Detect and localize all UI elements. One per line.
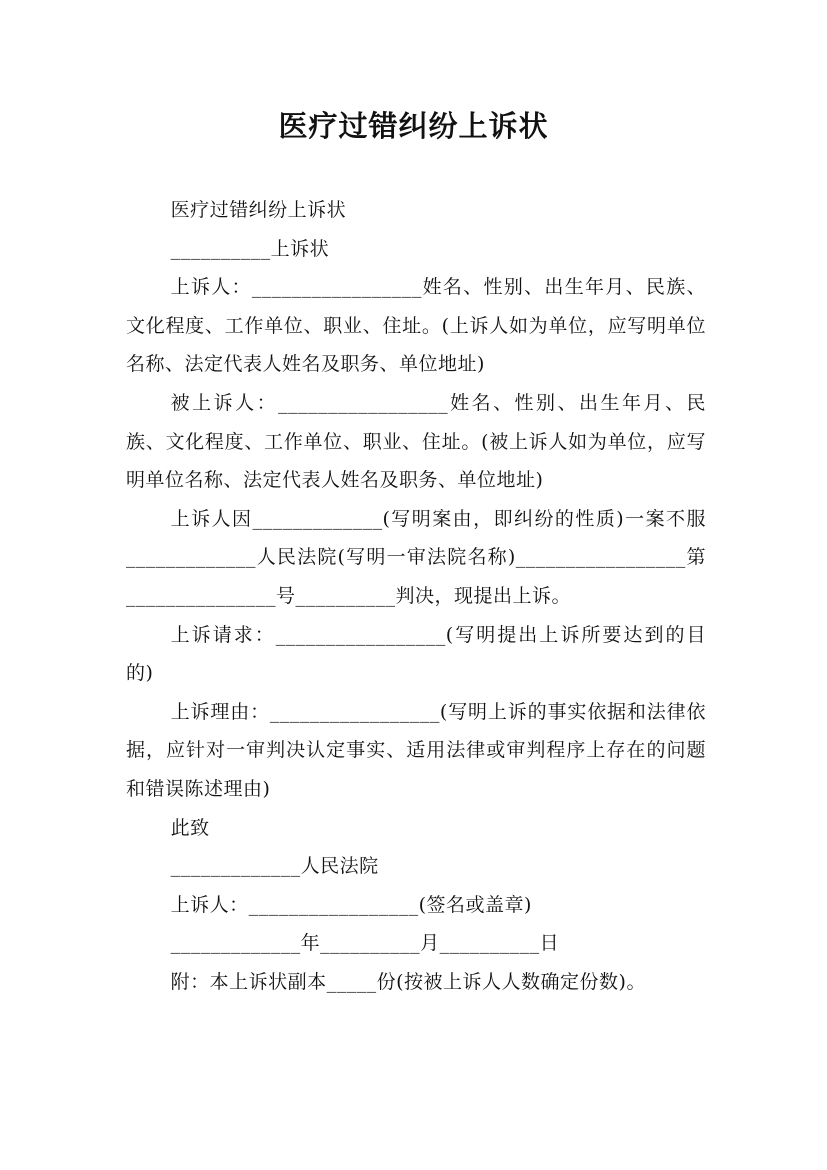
paragraph-appellee: 被上诉人：_________________姓名、性别、出生年月、民族、文化程度、工作单位、职业、住址。(被上诉人如为单位，应写明单位名称、法定代表人姓名及职务、单位地址) (126, 391, 706, 492)
paragraph-signature: 上诉人：_________________(签名或盖章) (170, 893, 532, 916)
document-title: 医疗过错纠纷上诉状 (278, 109, 549, 143)
paragraph-appeal-request: 上诉请求：_________________(写明提出上诉所要达到的目的) (126, 623, 706, 685)
paragraph-salutation: 此致 (170, 816, 210, 839)
paragraph-heading: 医疗过错纠纷上诉状 (170, 199, 347, 221)
paragraph-court-name: _____________人民法院 (170, 855, 379, 878)
paragraph-court-blank: __________上诉状 (170, 237, 330, 260)
paragraph-case-reason: 上诉人因_____________(写明案由，即纠纷的性质)一案不服_____________人民法院(写明一审法院名称)_________________第_______________号__________判决，现提出上诉。 (126, 507, 706, 607)
paragraph-appeal-grounds: 上诉理由：_________________(写明上诉的事实依据和法律依据，应针对一审判决认定事实、适用法律或审判程序上存在的问题和错误陈述理由) (126, 700, 706, 800)
paragraph-attachment: 附：本上诉状副本_____份(按被上诉人人数确定份数)。 (170, 970, 646, 993)
paragraph-date: _____________年__________月__________日 (170, 932, 560, 955)
paragraph-appellant: 上诉人：_________________姓名、性别、出生年月、民族、文化程度、工作单位、职业、住址。(上诉人如为单位，应写明单位名称、法定代表人姓名及职务、单位地址) (126, 276, 706, 376)
document-body (126, 191, 706, 1001)
